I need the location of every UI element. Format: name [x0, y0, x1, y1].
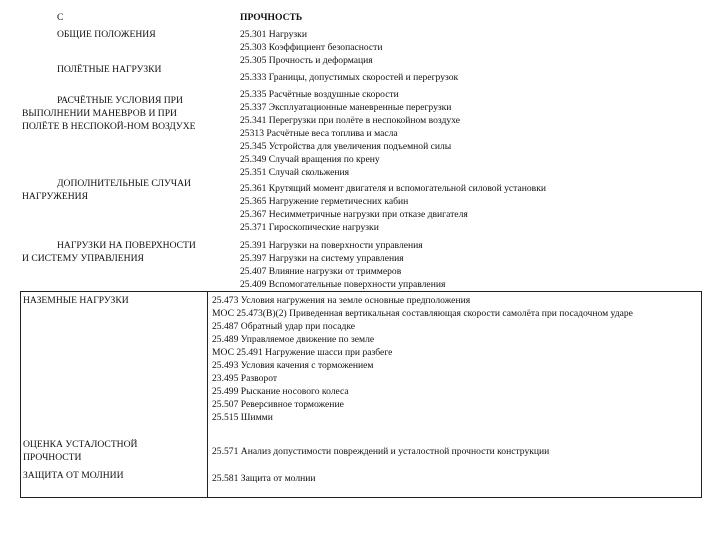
list-item: 25.473 Условия нагружения на земле основные предположения	[212, 295, 471, 306]
list-item: 25.493 Условия качения с торможением	[212, 360, 374, 371]
list-item: 25.301 Нагрузки	[240, 29, 307, 40]
list-item: 25.487 Обратный удар при посадке	[212, 321, 356, 332]
table-right-border	[701, 291, 702, 498]
list-item: 25.337 Эксплуатационные маневренные перегрузки	[240, 102, 452, 113]
table-column-divider	[207, 291, 208, 498]
section-name-ground-loads: НАЗЕМНЫЕ НАГРУЗКИ	[23, 295, 129, 306]
list-item: 25.515 Шимми	[212, 412, 273, 423]
list-item: 25.409 Вспомогательные поверхности управления	[240, 279, 446, 290]
list-item: 25.499 Рыскание носового колеса	[212, 386, 349, 397]
list-item: 25.361 Крутящий момент двигателя и вспомогательной силовой установки	[240, 183, 547, 194]
list-item: 25.581 Защита от молнии	[212, 473, 316, 484]
list-item: 25.351 Случай скольжения	[240, 167, 350, 178]
list-item: 25.333 Границы, допустимых скоростей и перегрузок	[240, 72, 459, 83]
section-name-lightning: ЗАЩИТА ОТ МОЛНИИ	[23, 470, 124, 481]
section-name-flight-loads: ПОЛЁТНЫЕ НАГРУЗКИ	[57, 64, 162, 75]
list-item: 25.397 Нагрузки на систему управления	[240, 253, 404, 264]
list-item: 25.305 Прочность и деформация	[240, 55, 373, 66]
list-item: 25.345 Устройства для увеличения подъемной силы	[240, 141, 452, 152]
list-item: 25.341 Перегрузки при полёте в неспокойном воздухе	[240, 115, 461, 126]
table-bottom-border	[20, 497, 702, 498]
list-item: 25.303 Коэффициент безопасности	[240, 42, 383, 53]
header-title: ПРОЧНОСТЬ	[240, 12, 303, 23]
table-top-border	[20, 291, 702, 292]
list-item: 23.495 Разворот	[212, 373, 278, 384]
list-item: 25.489 Управляемое движение по земле	[212, 334, 375, 345]
table-left-border	[20, 291, 21, 498]
list-item: 25.349 Случай вращения по крену	[240, 154, 380, 165]
header-letter: С	[57, 12, 64, 23]
list-item: МОС 25.491 Нагружение шасси при разбеге	[212, 347, 393, 358]
section-name-maneuvers: РАСЧЁТНЫЕ УСЛОВИЯ ПРИ ВЫПОЛНЕНИИ МАНЕВРОВ И ПРИ ПОЛЁТЕ В НЕСПОКОЙ-НОМ ВОЗДУХЕ	[22, 95, 196, 132]
section-name-additional-cases: ДОПОЛНИТЕЛЬНЫЕ СЛУЧАИ НАГРУЖЕНИЯ	[22, 178, 191, 202]
list-item: 25.391 Нагрузки на поверхности управления	[240, 240, 423, 251]
section-name-control-surfaces: НАГРУЗКИ НА ПОВЕРХНОСТИ И СИСТЕМУ УПРАВЛЕНИЯ	[22, 240, 196, 264]
list-item: 25.371 Гироскопические нагрузки	[240, 222, 379, 233]
list-item: 25.571 Анализ допустимости повреждений и усталостной прочности конструкции	[212, 446, 550, 457]
list-item: МОС 25.473(В)(2) Приведенная вертикальная составляющая скорости самолёта при посадочном ударе	[212, 308, 633, 319]
section-name-fatigue: ОЦЕНКА УСТАЛОСТНОЙ ПРОЧНОСТИ	[23, 439, 138, 463]
list-item: 25.507 Реверсивное торможение	[212, 399, 344, 410]
list-item: 25.367 Несимметричные нагрузки при отказе двигателя	[240, 209, 468, 220]
list-item: 25.365 Нагружение герметичесних кабин	[240, 196, 409, 207]
list-item: 25.335 Расчётные воздушные скорости	[240, 89, 399, 100]
list-item: 25.407 Влияние нагрузки от триммеров	[240, 266, 402, 277]
list-item: 25313 Расчётные веса топлива и масла	[240, 128, 398, 139]
section-name-general: ОБЩИЕ ПОЛОЖЕНИЯ	[57, 29, 156, 40]
